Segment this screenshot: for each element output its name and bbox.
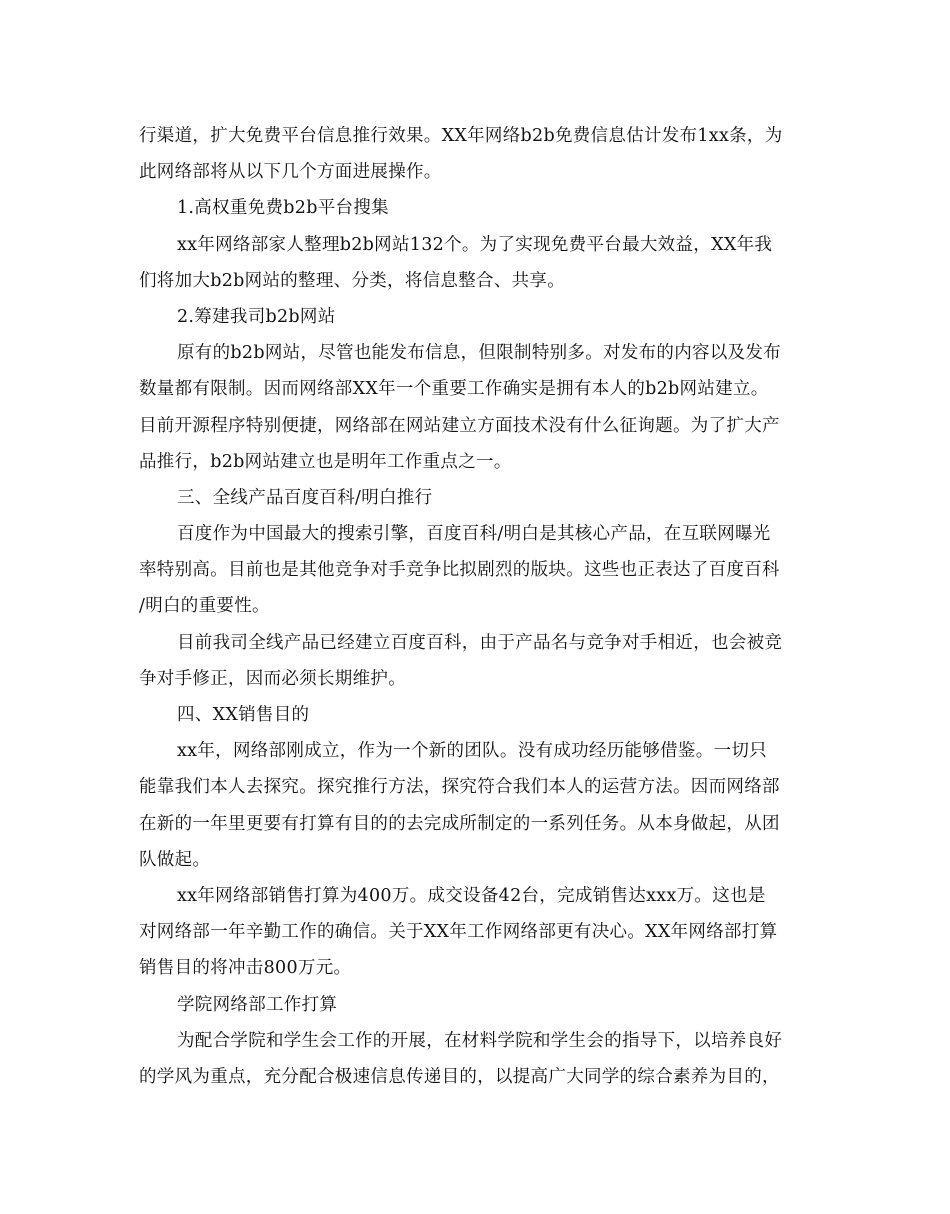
text-line: 的学风为重点，充分配合极速信息传递目的，以提高广大同学的综合素养为目的， [139,1066,780,1087]
text-line: 此网络部将从以下几个方面进展操作。 [139,162,442,183]
text-line: 在新的一年里更要有打算有目的的去完成所制定的一系列任务。从本身做起，从团 [139,813,780,834]
text-line: 行渠道，扩大免费平台信息推行效果。XX年网络b2b免费信息估计发布1xx条，为 [139,126,783,146]
text-line: 能靠我们本人去探究。探究推行方法，探究符合我们本人的运营方法。因而网络部 [139,777,780,798]
document-body [139,118,811,1095]
text-line: xx年，网络部刚成立，作为一个新的团队。没有成功经历能够借鉴。一切只 [177,741,767,762]
text-line: 原有的b2b网站，尽管也能发布信息，但限制特别多。对发布的内容以及发布 [177,343,782,364]
text-line: 三、全线产品百度百科/明白推行 [177,487,433,508]
text-line: 四、XX销售目的 [177,705,310,725]
text-line: xx年网络部销售打算为400万。成交设备42台，完成销售达xxx万。这也是 [177,885,766,906]
text-line: 为配合学院和学生会工作的开展，在材料学院和学生会的指导下，以培养良好 [177,1030,783,1051]
text-line: 们将加大b2b网站的整理、分类，将信息整合、共享。 [139,270,566,291]
text-line: 学院网络部工作打算 [177,994,338,1015]
text-line: 2.筹建我司b2b网站 [177,306,336,327]
text-line: 目前我司全线产品已经建立百度百科，由于产品名与竞争对手相近，也会被竞 [177,632,783,653]
text-line: 目前开源程序特别便捷，网络部在网站建立方面技术没有什么征询题。为了扩大产 [139,415,780,436]
text-line: 队做起。 [139,849,211,870]
text-line: 百度作为中国最大的搜索引擎，百度百科/明白是其核心产品，在互联网曝光 [177,524,771,545]
text-line: 对网络部一年辛勤工作的确信。关于XX年工作网络部更有决心。XX年网络部打算 [139,922,778,943]
text-line: xx年网络部家人整理b2b网站132个。为了实现免费平台最大效益，XX年我 [177,234,773,255]
text-line: 数量都有限制。因而网络部XX年一个重要工作确实是拥有本人的b2b网站建立。 [139,379,769,400]
text-line: 品推行，b2b网站建立也是明年工作重点之一。 [139,451,512,472]
text-line: 销售目的将冲击800万元。 [139,958,352,979]
text-line: /明白的重要性。 [139,596,270,617]
text-line: 争对手修正，因而必须长期维护。 [139,668,406,689]
text-line: 1.高权重免费b2b平台搜集 [177,198,389,219]
text-line: 率特别高。目前也是其他竞争对手竞争比拟剧烈的版块。这些也正表达了百度百科 [139,560,780,581]
